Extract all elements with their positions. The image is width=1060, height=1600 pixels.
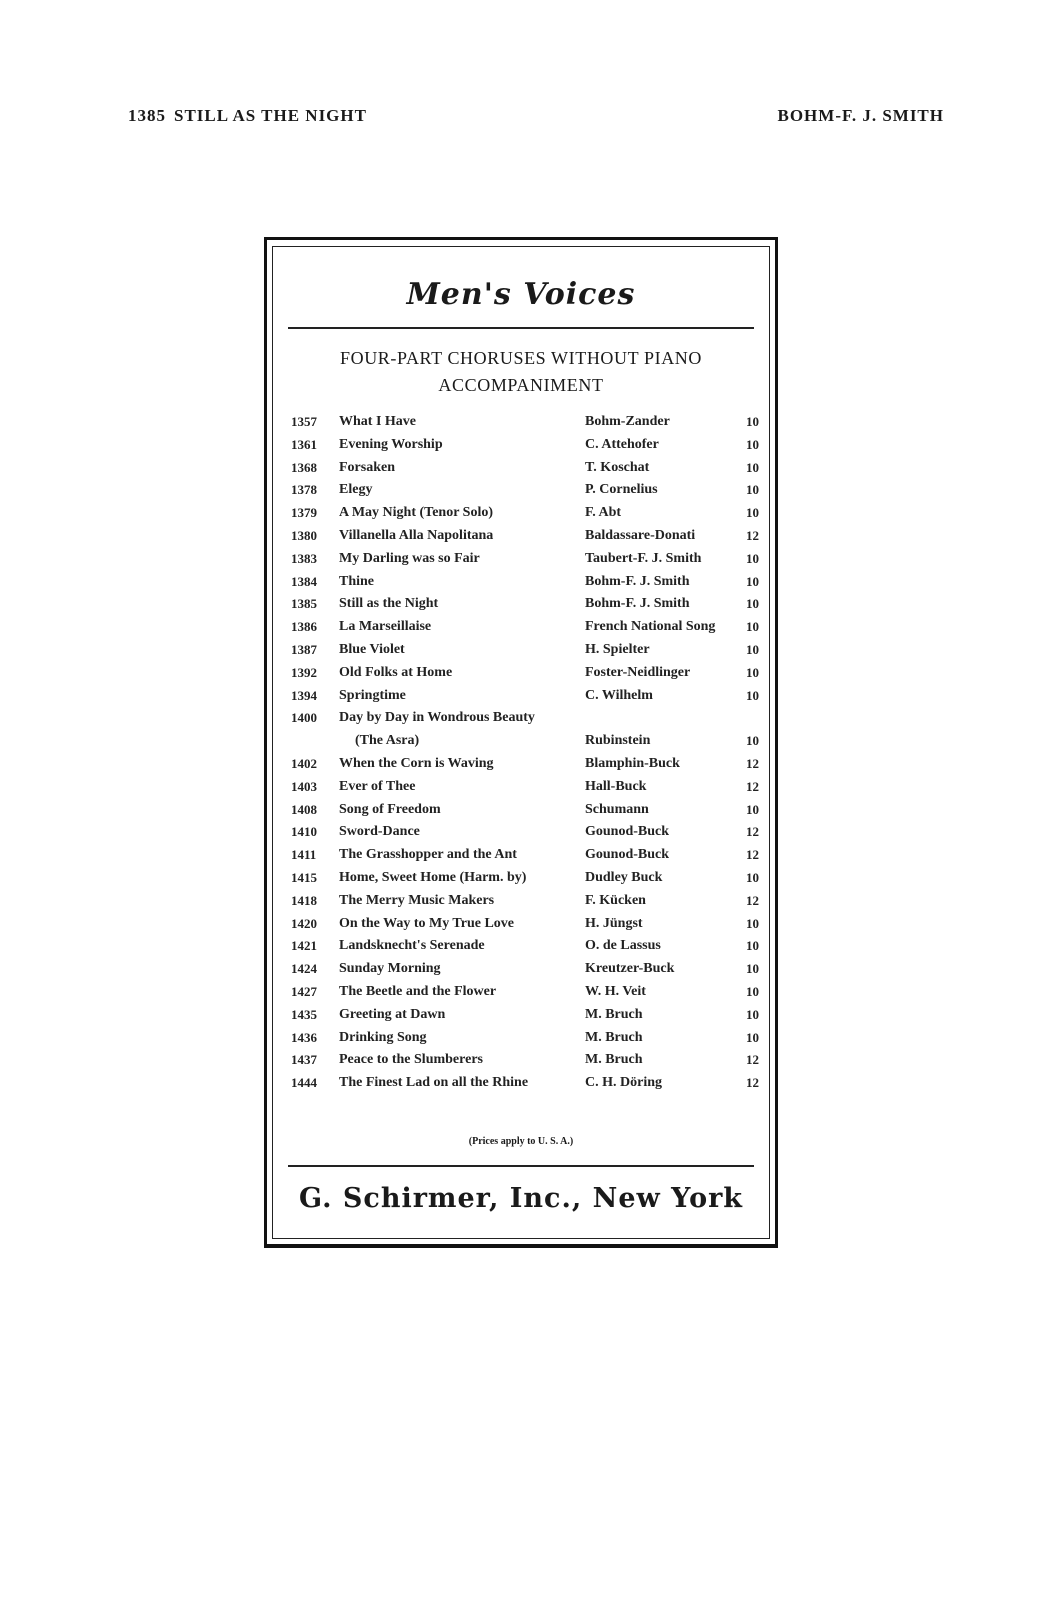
- entry-composer: F. Kücken: [585, 892, 646, 908]
- catalog-title: Men's Voices: [406, 277, 636, 312]
- entry-number: 1386: [291, 619, 317, 635]
- publisher-name: G. Schirmer, Inc., New York: [298, 1183, 744, 1214]
- entry-price: 10: [746, 938, 759, 954]
- entry-number: 1437: [291, 1052, 317, 1068]
- entry-title: Elegy: [339, 482, 373, 498]
- entry-composer: F. Abt: [585, 505, 622, 521]
- page-number: 1385: [128, 106, 166, 125]
- entry-composer: H. Jüngst: [585, 915, 643, 931]
- entry-number: 1402: [291, 755, 317, 771]
- entry-price: 10: [746, 664, 759, 680]
- entry-price: 10: [746, 983, 759, 999]
- entry-price: 10: [746, 436, 759, 452]
- page-header-left: [128, 106, 367, 126]
- entry-number: 1427: [291, 983, 317, 999]
- entry-price: 10: [746, 801, 759, 817]
- entry-title: The Beetle and the Flower: [339, 983, 497, 999]
- catalog-entry: [291, 730, 761, 753]
- entry-composer: Schumann: [585, 801, 649, 817]
- entry-number: 1384: [291, 573, 317, 589]
- catalog-entry: [291, 1072, 761, 1095]
- entry-title: My Darling was so Fair: [339, 550, 480, 566]
- entry-title: The Grasshopper and the Ant: [339, 847, 517, 863]
- entry-composer: Baldassare-Donati: [585, 527, 696, 543]
- entry-price: 10: [746, 1006, 759, 1022]
- catalog-entry: [291, 981, 761, 1004]
- catalog-entry: [291, 1027, 761, 1050]
- piece-author: BOHM-F. J. SMITH: [777, 106, 944, 125]
- entry-title: Day by Day in Wondrous Beauty: [339, 710, 535, 726]
- entry-number: 1368: [291, 459, 317, 475]
- page-header: [0, 106, 1060, 132]
- entry-composer: W. H. Veit: [585, 983, 646, 999]
- catalog-entry: [291, 593, 761, 616]
- entry-title: Still as the Night: [339, 596, 439, 612]
- section-heading: [303, 345, 739, 399]
- entry-title: What I Have: [339, 414, 416, 429]
- entry-number: 1385: [291, 596, 317, 612]
- catalog-advertisement: [264, 237, 778, 1248]
- entry-composer: C. H. Döring: [585, 1075, 662, 1091]
- entry-price: 12: [746, 1075, 759, 1091]
- entry-title: The Finest Lad on all the Rhine: [339, 1075, 529, 1091]
- entry-number: 1361: [291, 436, 317, 452]
- entry-number: 1403: [291, 778, 317, 794]
- entry-composer: Kreutzer-Buck: [585, 961, 675, 977]
- catalog-entry: [291, 844, 761, 867]
- entry-composer: French National Song: [585, 619, 716, 635]
- catalog-entry: [291, 821, 761, 844]
- entry-number: 1394: [291, 687, 317, 703]
- entry-price: 10: [746, 459, 759, 475]
- entry-price: 12: [746, 892, 759, 908]
- catalog-entry: [291, 753, 761, 776]
- entry-price: 10: [746, 1029, 759, 1045]
- entry-number: 1387: [291, 641, 317, 657]
- catalog-entry: [291, 685, 761, 708]
- entry-composer: Bohm-F. J. Smith: [585, 573, 690, 589]
- section-heading-line1: FOUR-PART CHORUSES WITHOUT PIANO: [339, 348, 702, 368]
- entry-number: 1435: [291, 1006, 317, 1022]
- catalog-entry: [291, 548, 761, 571]
- entry-price: 12: [746, 755, 759, 771]
- entry-composer: O. de Lassus: [585, 938, 661, 954]
- entry-title: When the Corn is Waving: [339, 755, 494, 771]
- publisher-divider: [288, 1165, 754, 1167]
- catalog-entry: [291, 935, 761, 958]
- entry-price: 10: [746, 619, 759, 635]
- entry-price: 10: [746, 961, 759, 977]
- entry-composer: M. Bruch: [585, 1029, 643, 1045]
- entry-title: Sword-Dance: [339, 824, 420, 840]
- catalog-entry: [291, 639, 761, 662]
- catalog-entry: [291, 525, 761, 548]
- catalog-entry: [291, 867, 761, 890]
- entry-title: Sunday Morning: [339, 961, 441, 977]
- entry-title: Home, Sweet Home (Harm. by): [339, 869, 527, 885]
- catalog-entry: [291, 662, 761, 685]
- catalog-entry: [291, 479, 761, 502]
- entry-price: 12: [746, 847, 759, 863]
- catalog-entry: [291, 502, 761, 525]
- entry-title: (The Asra): [355, 733, 420, 749]
- entry-number: 1444: [291, 1075, 317, 1091]
- entry-title: Evening Worship: [339, 436, 443, 452]
- entry-composer: T. Koschat: [585, 459, 650, 475]
- entry-title: Forsaken: [339, 459, 395, 475]
- entry-number: 1410: [291, 824, 317, 840]
- entry-price: 10: [746, 414, 759, 429]
- entry-composer: Bohm-F. J. Smith: [585, 596, 690, 612]
- catalog-entry: [291, 571, 761, 594]
- piece-title: STILL AS THE NIGHT: [174, 106, 367, 125]
- catalog-entry: [291, 958, 761, 981]
- price-note: (Prices apply to U. S. A.): [468, 1136, 574, 1147]
- entry-price: 10: [746, 505, 759, 521]
- entry-title: Old Folks at Home: [339, 664, 453, 680]
- entry-title: The Merry Music Makers: [339, 892, 495, 908]
- entry-composer: Foster-Neidlinger: [585, 664, 691, 680]
- entry-number: 1424: [291, 961, 317, 977]
- entry-title: Song of Freedom: [339, 801, 441, 817]
- catalog-entry: [291, 1004, 761, 1027]
- entry-price: 10: [746, 733, 759, 749]
- entry-composer: M. Bruch: [585, 1006, 643, 1022]
- entry-title: Springtime: [339, 687, 406, 703]
- entry-price: 10: [746, 482, 759, 498]
- entry-price: 10: [746, 550, 759, 566]
- catalog-entry: [291, 913, 761, 936]
- entry-title: Greeting at Dawn: [339, 1006, 446, 1022]
- entry-title: La Marseillaise: [339, 619, 432, 635]
- entry-title: Landsknecht's Serenade: [339, 938, 485, 954]
- entry-composer: Dudley Buck: [585, 869, 663, 885]
- entry-composer: Gounod-Buck: [585, 824, 670, 840]
- entry-price: 12: [746, 527, 759, 543]
- entry-composer: Taubert-F. J. Smith: [585, 550, 702, 566]
- entry-title: Drinking Song: [339, 1029, 427, 1045]
- catalog-entry: [291, 799, 761, 822]
- entry-composer: M. Bruch: [585, 1052, 643, 1068]
- entry-title: Villanella Alla Napolitana: [339, 527, 494, 543]
- catalog-list: [291, 411, 761, 1095]
- catalog-entry: [291, 457, 761, 480]
- entry-price: 10: [746, 915, 759, 931]
- entry-price: 12: [746, 778, 759, 794]
- entry-number: 1408: [291, 801, 317, 817]
- entry-price: 10: [746, 641, 759, 657]
- entry-composer: C. Wilhelm: [585, 687, 653, 703]
- entry-number: 1357: [291, 414, 317, 429]
- entry-composer: Gounod-Buck: [585, 847, 670, 863]
- entry-number: 1415: [291, 869, 317, 885]
- catalog-entry: [291, 890, 761, 913]
- entry-number: 1420: [291, 915, 317, 931]
- entry-composer: Bohm-Zander: [585, 414, 670, 429]
- entry-number: 1379: [291, 505, 317, 521]
- entry-price: 10: [746, 869, 759, 885]
- entry-title: Ever of Thee: [339, 778, 416, 794]
- catalog-entry: [291, 707, 761, 730]
- entry-title: Peace to the Slumberers: [339, 1052, 483, 1068]
- catalog-entry: [291, 776, 761, 799]
- section-heading-line2: ACCOMPANIMENT: [438, 375, 604, 395]
- title-divider: [288, 327, 754, 329]
- entry-composer: C. Attehofer: [585, 436, 659, 452]
- entry-number: 1392: [291, 664, 317, 680]
- entry-title: Blue Violet: [339, 641, 405, 657]
- entry-title: On the Way to My True Love: [339, 915, 514, 931]
- entry-number: 1380: [291, 527, 317, 543]
- catalog-entry: [291, 434, 761, 457]
- entry-price: 12: [746, 824, 759, 840]
- entry-number: 1383: [291, 550, 317, 566]
- catalog-entry: [291, 616, 761, 639]
- entry-title: Thine: [339, 573, 375, 589]
- entry-composer: P. Cornelius: [585, 482, 658, 498]
- entry-price: 12: [746, 1052, 759, 1068]
- entry-number: 1436: [291, 1029, 317, 1045]
- entry-number: 1421: [291, 938, 317, 954]
- entry-number: 1400: [291, 710, 317, 726]
- entry-number: 1418: [291, 892, 317, 908]
- entry-composer: Blamphin-Buck: [585, 755, 680, 771]
- entry-composer: Hall-Buck: [585, 778, 647, 794]
- catalog-entry: [291, 1049, 761, 1072]
- entry-number: 1411: [291, 847, 317, 863]
- entry-number: 1378: [291, 482, 317, 498]
- entry-price: 10: [746, 596, 759, 612]
- catalog-entry: [291, 411, 761, 434]
- entry-price: 10: [746, 573, 759, 589]
- catalog-inner-frame: [272, 246, 770, 1239]
- entry-composer: Rubinstein: [585, 733, 651, 749]
- entry-price: 10: [746, 687, 759, 703]
- entry-composer: H. Spielter: [585, 641, 650, 657]
- entry-title: A May Night (Tenor Solo): [339, 505, 494, 521]
